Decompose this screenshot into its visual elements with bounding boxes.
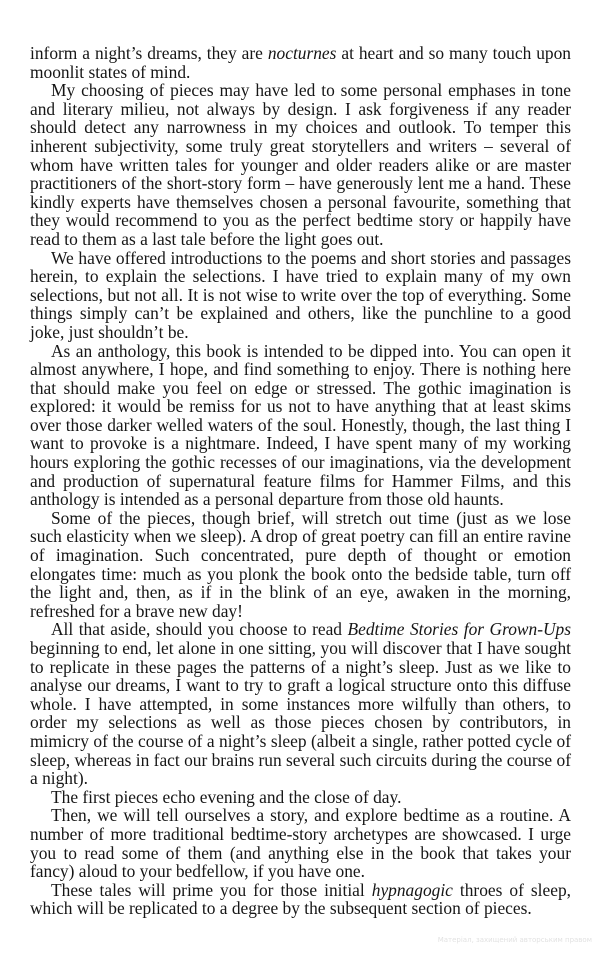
paragraph [30, 509, 571, 621]
paragraph-text: As an anthology, this book is intended to be dipped into. You can open it almost anywhere, I hope, and find something to enjoy. There is nothing here that should make you feel on edge or stressed. The gothic imagination is explored: it would be remiss for us not to have anything that at least skims over those darker welled waters of the soul. Honestly, though, the last thing I want to provoke is a nightmare. Indeed, I have spent many of my working hours exploring the gothic recesses of our imaginations, via the development and production of supernatural feature films for Hammer Films, and this anthology is intended as a personal departure from those old haunts. [30, 340, 571, 510]
paragraph [30, 806, 571, 880]
copyright-watermark: Матеріал, захищений авторським правом [437, 936, 592, 944]
paragraph [30, 342, 571, 509]
paragraph-text: My choosing of pieces may have led to some personal emphases in tone and literary milieu, not always by design. I ask forgiveness if any reader should detect any narrowness in my choices and outlook. To temper this inherent subjectivity, some truly great storytellers and writers – several of whom have written tales for younger and older readers alike or are master practitioners of the short-story form – have generously lent me a hand. These kindly experts have themselves chosen a personal favourite, something that they would recommend to you as the perfect bedtime story or happily have read to them as a last tale before the light goes out. [30, 80, 571, 249]
italic-text: hypnagogic [371, 879, 453, 900]
paragraph [30, 881, 571, 918]
paragraph-text: beginning to end, let alone in one sitting, you will discover that I have sought to replicate in these pages the patterns of a night’s sleep. Just as we like to analyse our dreams, I want to try to graft a logical structure onto this diffuse whole. I have attempted, in some instances more wilfully than others, to order my selections as well as those pieces chosen by contributors, in mimicry of the course of a night’s sleep (albeit a single, rather potted cycle of sleep, whereas in fact our brains run several such circuits during the course of a night). [30, 638, 571, 789]
paragraph [30, 620, 571, 787]
paragraph [30, 788, 571, 807]
paragraph-text: Some of the pieces, though brief, will stretch out time (just as we lose such elasticity when we sleep). A drop of great poetry can fill an entire ravine of imagination. Such concentrated, pure depth of thought or emotion elongates time: much as you plonk the book onto the bedside table, turn off the light and, then, as if in the blink of an eye, awaken in the morning, refreshed for a brave new day! [30, 507, 571, 621]
paragraph-text: All that aside, should you choose to read [51, 619, 348, 640]
italic-text: nocturnes [267, 43, 337, 63]
paragraph-text: Then, we will tell ourselves a story, and explore bedtime as a routine. A number of more traditional bedtime-story archetypes are showcased. I urge you to read some of them (and anything else in the book that takes your fancy) aloud to your bedfellow, if you have one. [30, 805, 571, 882]
paragraph-text: inform a night’s dreams, they are [30, 43, 268, 63]
paragraph-text: We have offered introductions to the poems and short stories and passages herein, to explain the selections. I have tried to explain many of my own selections, but not all. It is not wise to write over the top of everything. Some things simply can’t be explained and others, like the punchline to a good joke, just shouldn’t be. [30, 247, 571, 342]
paragraph [30, 249, 571, 342]
italic-text: Bedtime Stories for Grown-Ups [347, 619, 572, 640]
paragraph-text: The first pieces echo evening and the close of day. [51, 786, 402, 807]
document-body [30, 44, 571, 918]
paragraph [30, 81, 571, 248]
paragraph-text: at heart and so many touch upon moonlit states of mind. [30, 43, 571, 82]
paragraph-text: throes of sleep, which will be replicated to a degree by the subsequent section of pieces. [30, 879, 571, 919]
paragraph-text: These tales will prime you for those initial [51, 879, 372, 900]
paragraph [30, 44, 571, 81]
